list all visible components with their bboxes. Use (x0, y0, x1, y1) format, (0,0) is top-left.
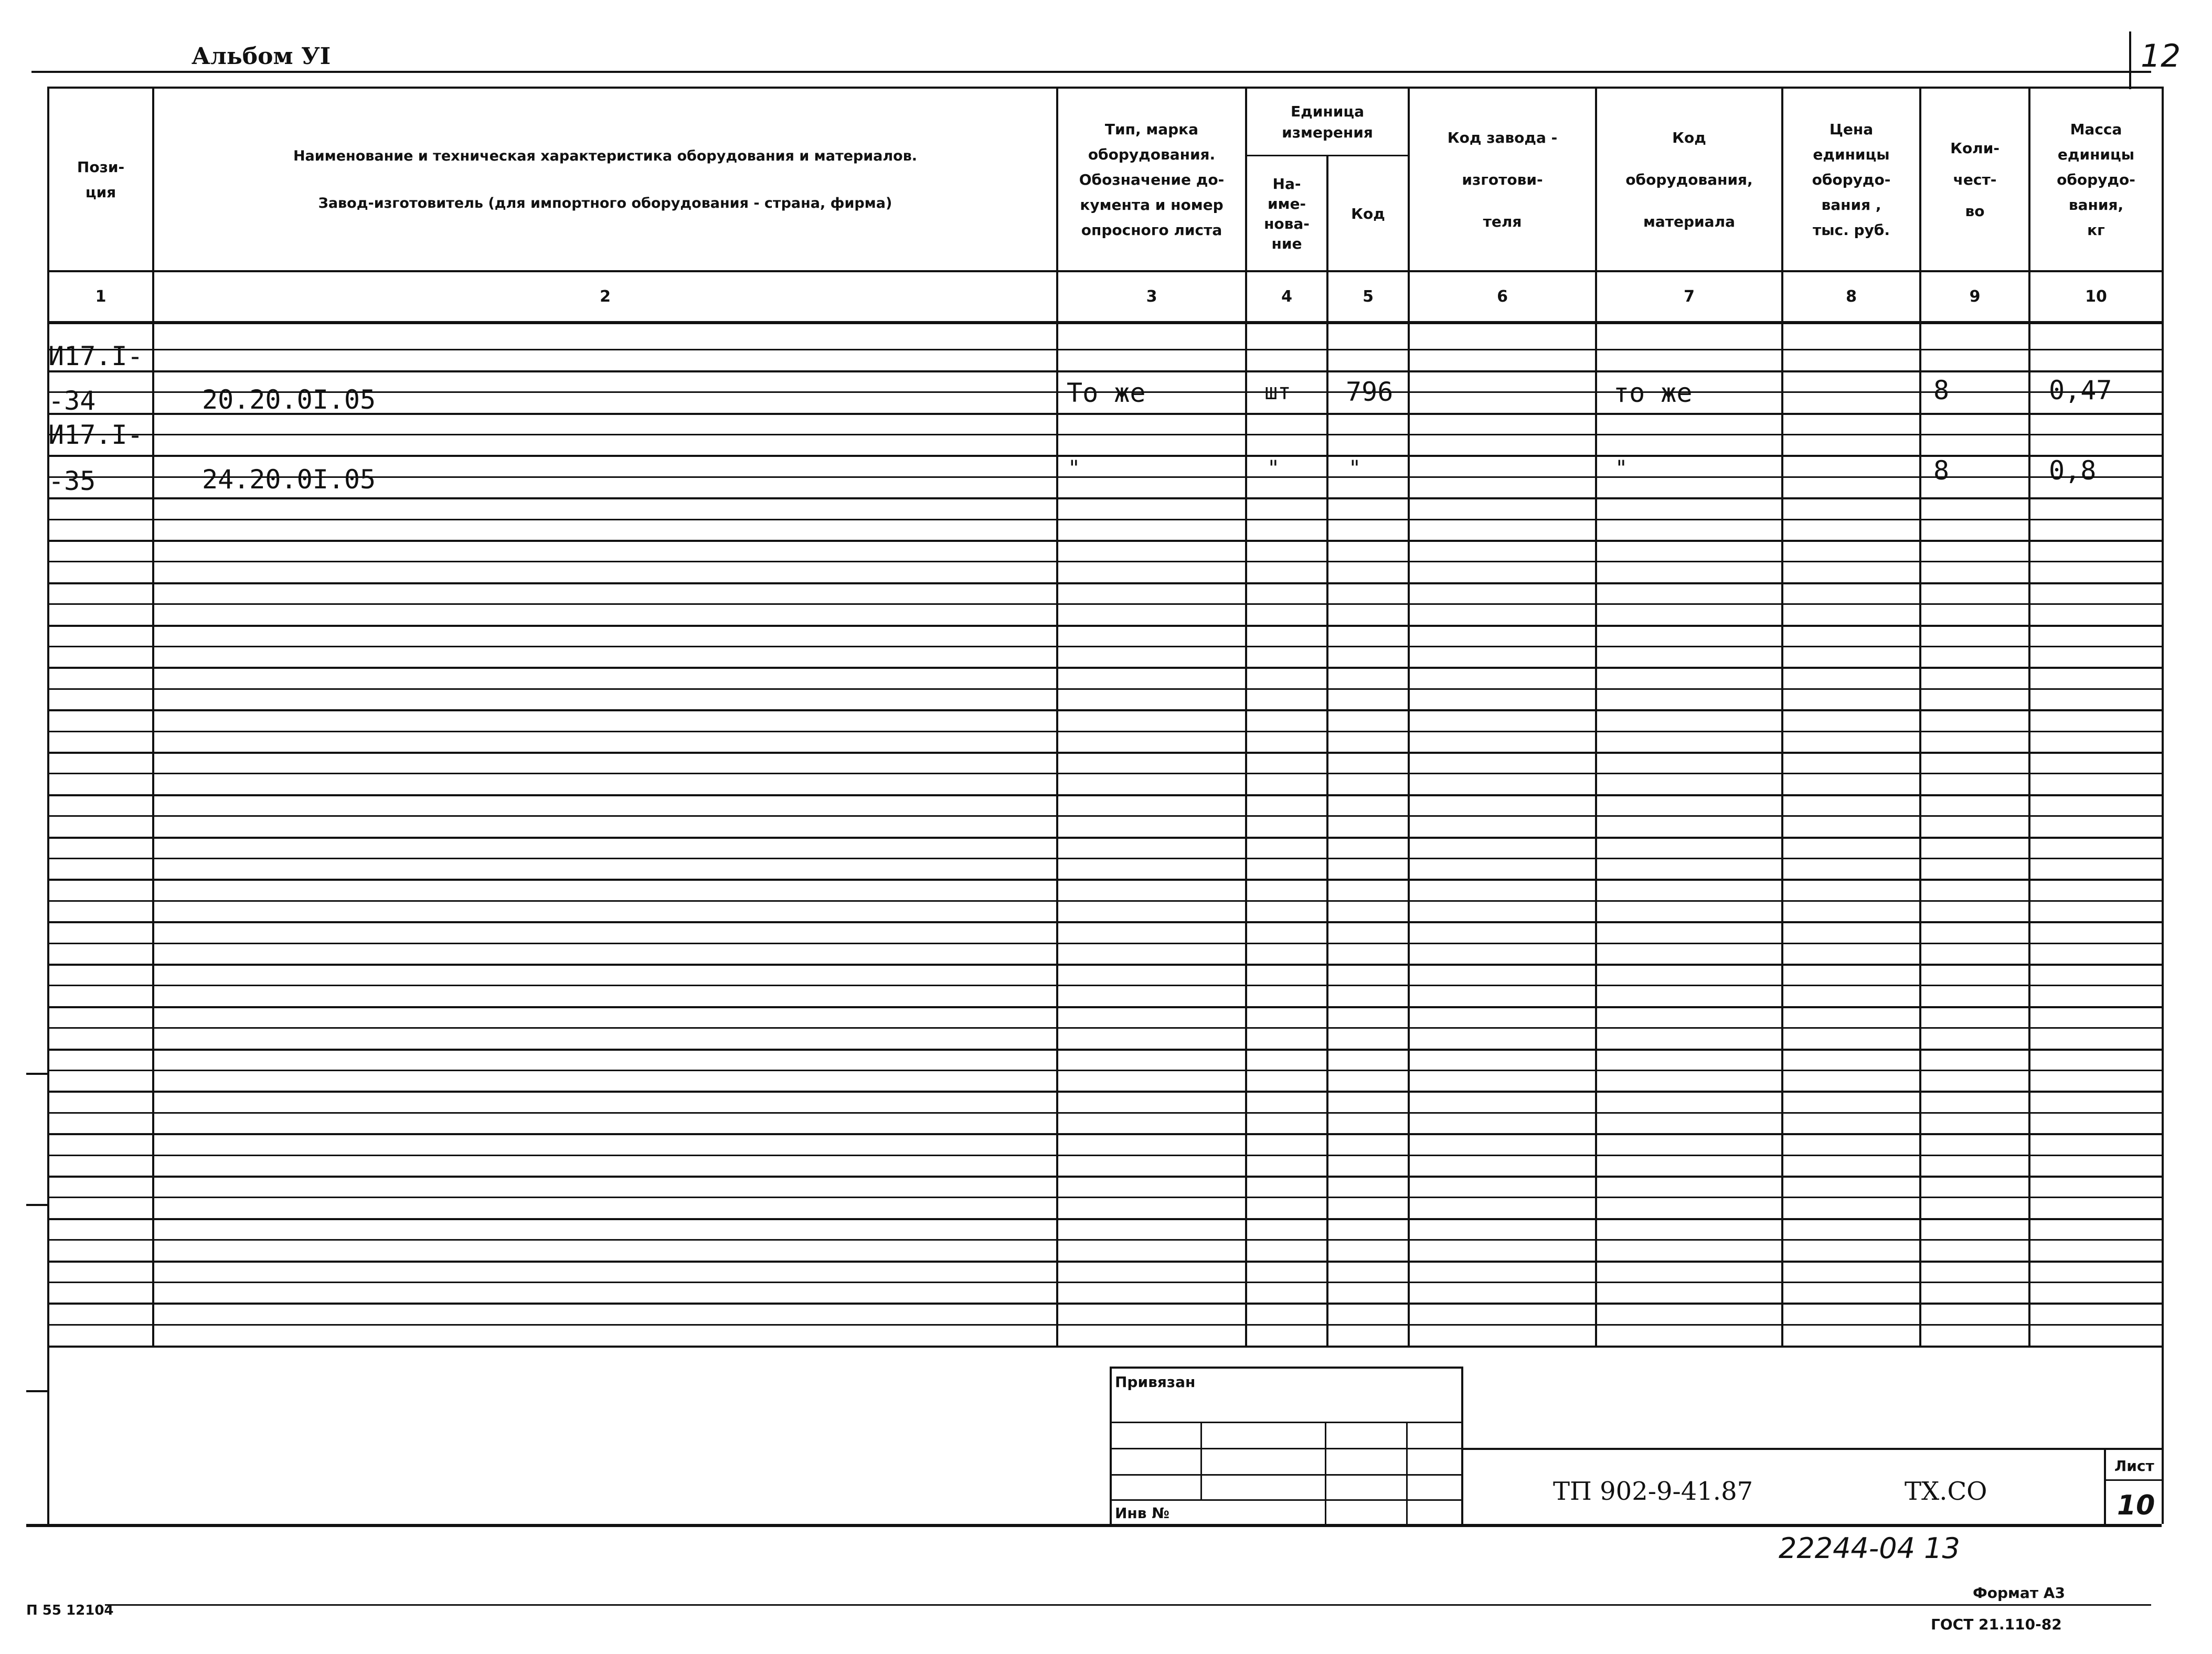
row-2-mass: 0,8 (2049, 455, 2097, 486)
col-number-8: 8 (1846, 287, 1857, 306)
table-row-line (47, 646, 2164, 647)
row-2-equipment-code: " (1615, 456, 1628, 481)
table-row-line (47, 752, 2164, 754)
col-number-1: 1 (95, 287, 107, 306)
header-col-8: Цена единицы оборудо- вания , тыс. руб. (1812, 120, 1891, 239)
header-col-6: Код завода - изготови- теля (1447, 129, 1558, 230)
table-top-border (47, 87, 2164, 89)
col-number-4: 4 (1281, 287, 1292, 306)
table-row-line (47, 497, 2164, 499)
table-row-line (47, 1197, 2164, 1198)
table-row-line (47, 964, 2164, 966)
table-row-line (47, 1070, 2164, 1071)
table-row-line (47, 879, 2164, 881)
col-divider-4 (1326, 155, 1328, 1346)
table-row-line (47, 540, 2164, 542)
footer-gost: ГОСТ 21.110-82 (1931, 1616, 2062, 1633)
row-1-unit: шт (1264, 379, 1291, 404)
table-body-bottom-line (47, 1346, 2164, 1348)
sheet-box-divider (2104, 1479, 2164, 1481)
table-row-line (47, 709, 2164, 711)
header-col-2: Наименование и техническая характеристика оборудования и материалов. Завод-изготовитель (для импортного оборудования - страна, фирма) (293, 147, 918, 211)
col-number-2: 2 (600, 287, 611, 306)
footer-left-code: П 55 12104 (26, 1603, 114, 1618)
stamp-line-4 (1110, 1499, 1463, 1501)
table-row-line (47, 815, 2164, 817)
header-col-5: Код (1351, 205, 1385, 222)
table-row-line (47, 1261, 2164, 1263)
table-row-line (47, 837, 2164, 839)
stamp-privyazan: Привязан (1115, 1373, 1196, 1391)
row-1-mass: 0,47 (2049, 375, 2112, 406)
table-row-line (47, 603, 2164, 605)
row-2-code: " (1348, 456, 1362, 481)
margin-tick (26, 1390, 47, 1392)
table-row-line (47, 349, 2164, 350)
table-row-line (47, 688, 2164, 690)
table-row-line (47, 582, 2164, 584)
table-row-line (47, 1218, 2164, 1220)
margin-tick (26, 1204, 47, 1206)
table-row-line (47, 1006, 2164, 1008)
designation-code: ТП 902-9-41.87 (1553, 1477, 1753, 1506)
stamp-top-line (1110, 1367, 1463, 1369)
table-row-line (47, 625, 2164, 627)
table-row-line (47, 1027, 2164, 1029)
table-row-line (47, 1091, 2164, 1093)
header-col-3: Тип, марка оборудования. Обозначение до- кумента и номер опросного листа (1079, 120, 1225, 239)
row-2-name: 24.20.0I.05 (202, 464, 376, 495)
stamp-line-2 (1110, 1448, 1463, 1449)
stamp-col-2 (1325, 1422, 1326, 1524)
table-row-line (47, 519, 2164, 520)
stamp-line-1 (1110, 1422, 1463, 1423)
table-row-line (47, 370, 2164, 372)
col-number-10: 10 (2085, 287, 2107, 306)
table-row-line (47, 1239, 2164, 1241)
page-number: 12 (2141, 38, 2181, 74)
table-row-line (47, 1324, 2164, 1326)
table-row-line (47, 985, 2164, 986)
stamp-inv-number: Инв № (1115, 1504, 1169, 1522)
row-1-position-line2: -34 (48, 386, 96, 416)
table-row-line (47, 1112, 2164, 1114)
table-row-line (47, 1303, 2164, 1305)
header-col-9: Коли- чест- во (1950, 139, 2000, 220)
row-2-type: " (1068, 456, 1081, 481)
row-1-code: 796 (1346, 377, 1394, 407)
header-col-10: Масса единицы оборудо- вания, кг (2057, 120, 2135, 239)
col-number-9: 9 (1969, 287, 1981, 306)
row-2-quantity: 8 (1933, 455, 1950, 486)
margin-tick (26, 1073, 47, 1075)
table-row-line (47, 794, 2164, 796)
table-row-line (47, 667, 2164, 669)
stamp-col-3 (1406, 1422, 1408, 1524)
table-row-line (47, 1155, 2164, 1156)
header-col-4: На- име- нова- ние (1264, 175, 1310, 252)
table-row-line (47, 455, 2164, 457)
stamp-line-3 (1110, 1474, 1463, 1476)
row-1-position-line1: И17.I- (48, 341, 143, 371)
footer-line (105, 1604, 2151, 1606)
designation-top-line (1461, 1448, 2164, 1450)
table-row-line (47, 1049, 2164, 1051)
col-number-6: 6 (1497, 287, 1508, 306)
table-row-line (47, 1282, 2164, 1283)
row-1-name: 20.20.0I.05 (202, 385, 376, 415)
table-row-line (47, 561, 2164, 562)
number-row-bottom-line (47, 321, 2164, 324)
row-1-quantity: 8 (1933, 375, 1950, 406)
row-2-position-line1: И17.I- (48, 420, 143, 450)
header-col-7: Код оборудования, материала (1625, 129, 1753, 230)
col-number-5: 5 (1363, 287, 1374, 306)
page-number-divider (2129, 31, 2131, 89)
sheet-number: 10 (2117, 1490, 2155, 1521)
table-row-line (47, 773, 2164, 774)
table-row-line (47, 900, 2164, 902)
table-row-line (47, 858, 2164, 859)
table-row-line (47, 434, 2164, 435)
col-number-3: 3 (1146, 287, 1157, 306)
designation-suffix: ТХ.СО (1905, 1477, 1987, 1506)
row-1-equipment-code: то же (1613, 378, 1693, 408)
frame-top-line (31, 71, 2151, 73)
frame-bottom-line (26, 1524, 2162, 1527)
table-row-line (47, 1133, 2164, 1135)
table-row-line (47, 921, 2164, 923)
header-col-1: Пози- ция (77, 158, 125, 201)
handwritten-archive-number: 22244-04 13 (1779, 1532, 1960, 1565)
sheet-box-left (2104, 1448, 2106, 1524)
row-2-unit: " (1267, 456, 1280, 481)
row-1-type: То же (1067, 378, 1146, 408)
album-title: Альбом УI (192, 43, 331, 70)
footer-format: Формат А3 (1973, 1584, 2065, 1602)
row-2-position-line2: -35 (48, 466, 96, 496)
table-right-border (2162, 87, 2164, 1524)
table-row-line (47, 731, 2164, 732)
table-row-line (47, 1176, 2164, 1178)
stamp-col-1 (1200, 1422, 1202, 1500)
header-unit-group: Единица измерения (1282, 102, 1373, 141)
table-row-line (47, 943, 2164, 944)
unit-group-divider (1245, 155, 1408, 156)
col-number-7: 7 (1684, 287, 1695, 306)
sheet-label: Лист (2114, 1457, 2154, 1475)
